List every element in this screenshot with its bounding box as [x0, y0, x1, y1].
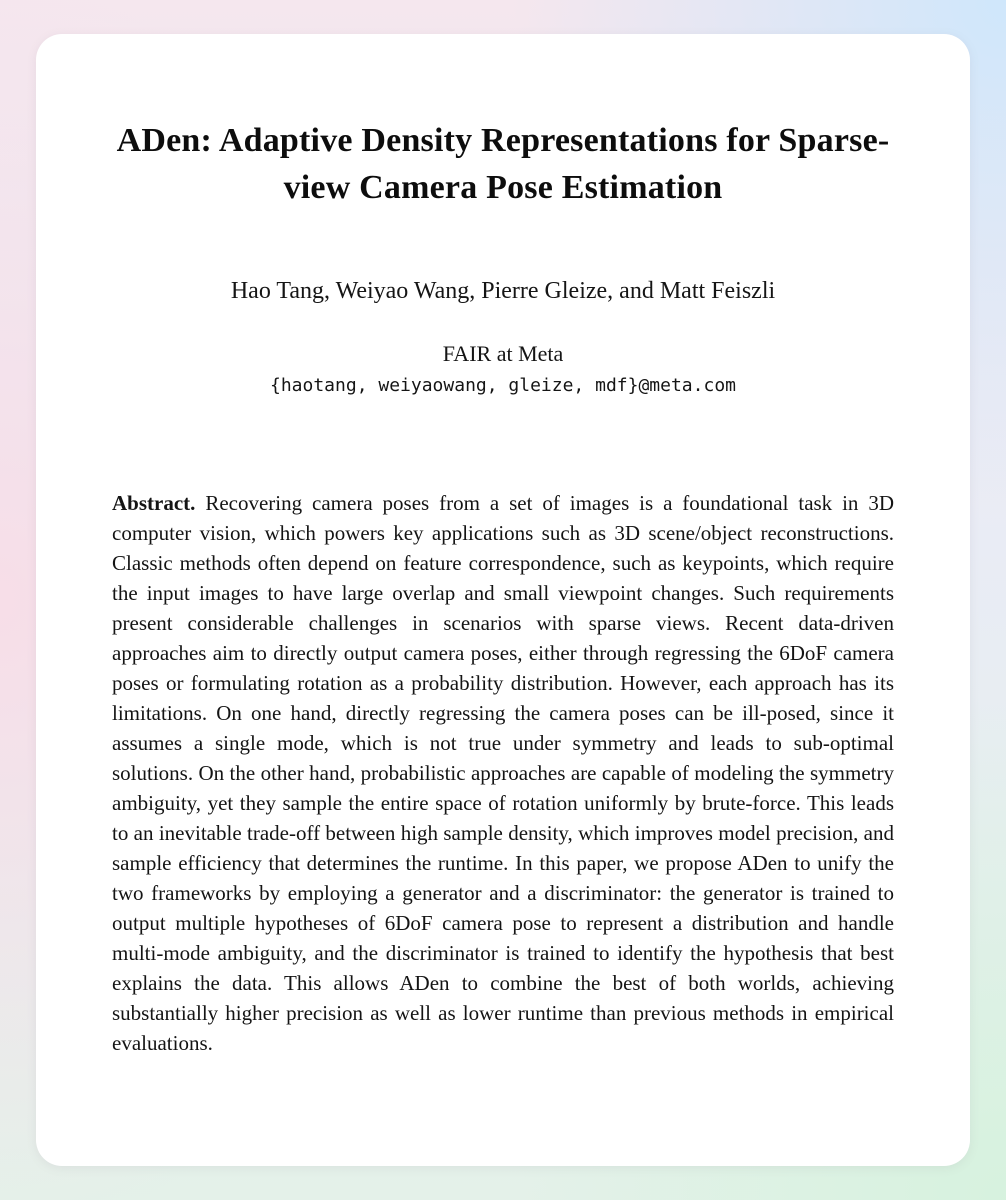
abstract-label: Abstract.	[112, 490, 196, 515]
abstract-text: Recovering camera poses from a set of images is a foundational task in 3D computer vision, which powers key applications such as 3D scene/object reconstructions. Classic methods often depend on feature correspondence, such as keypoints, which require the input images to have large overlap and small viewpoint changes. Such requirements present considerable challenges in scenarios with sparse views. Recent data-driven approaches aim to directly output camera poses, either through regressing the 6DoF camera poses or formulating rotation as a probability distribution. However, each approach has its limitations. On one hand, directly regressing the camera poses can be ill-posed, since it assumes a single mode, which is not true under symmetry and leads to sub-optimal solutions. On the other hand, probabilistic approaches are capable of modeling the symmetry ambiguity, yet they sample the entire space of rotation uniformly by brute-force. This leads to an inevitable trade-off between high sample density, which improves model precision, and sample efficiency that determines the runtime. In this paper, we propose ADen to unify the two frameworks by employing a generator and a discriminator: the generator is trained to output multiple hypotheses of 6DoF camera pose to represent a distribution and handle multi-mode ambiguity, and the discriminator is trained to identify the hypothesis that best explains the data. This allows ADen to combine the best of both worlds, achieving substantially higher precision as well as lower runtime than previous methods in empirical evaluations.	[112, 490, 895, 1056]
paper-page	[36, 34, 970, 1166]
paper-email: {haotang, weiyaowang, gleize, mdf}@meta.com	[270, 374, 736, 396]
paper-affiliation: FAIR at Meta	[442, 340, 564, 366]
paper-abstract	[112, 488, 894, 1058]
paper-authors: Hao Tang, Weiyao Wang, Pierre Gleize, and Matt Feiszli	[230, 277, 776, 304]
paper-title: ADen: Adaptive Density Representations for Sparse-view Camera Pose Estimation	[116, 122, 890, 206]
